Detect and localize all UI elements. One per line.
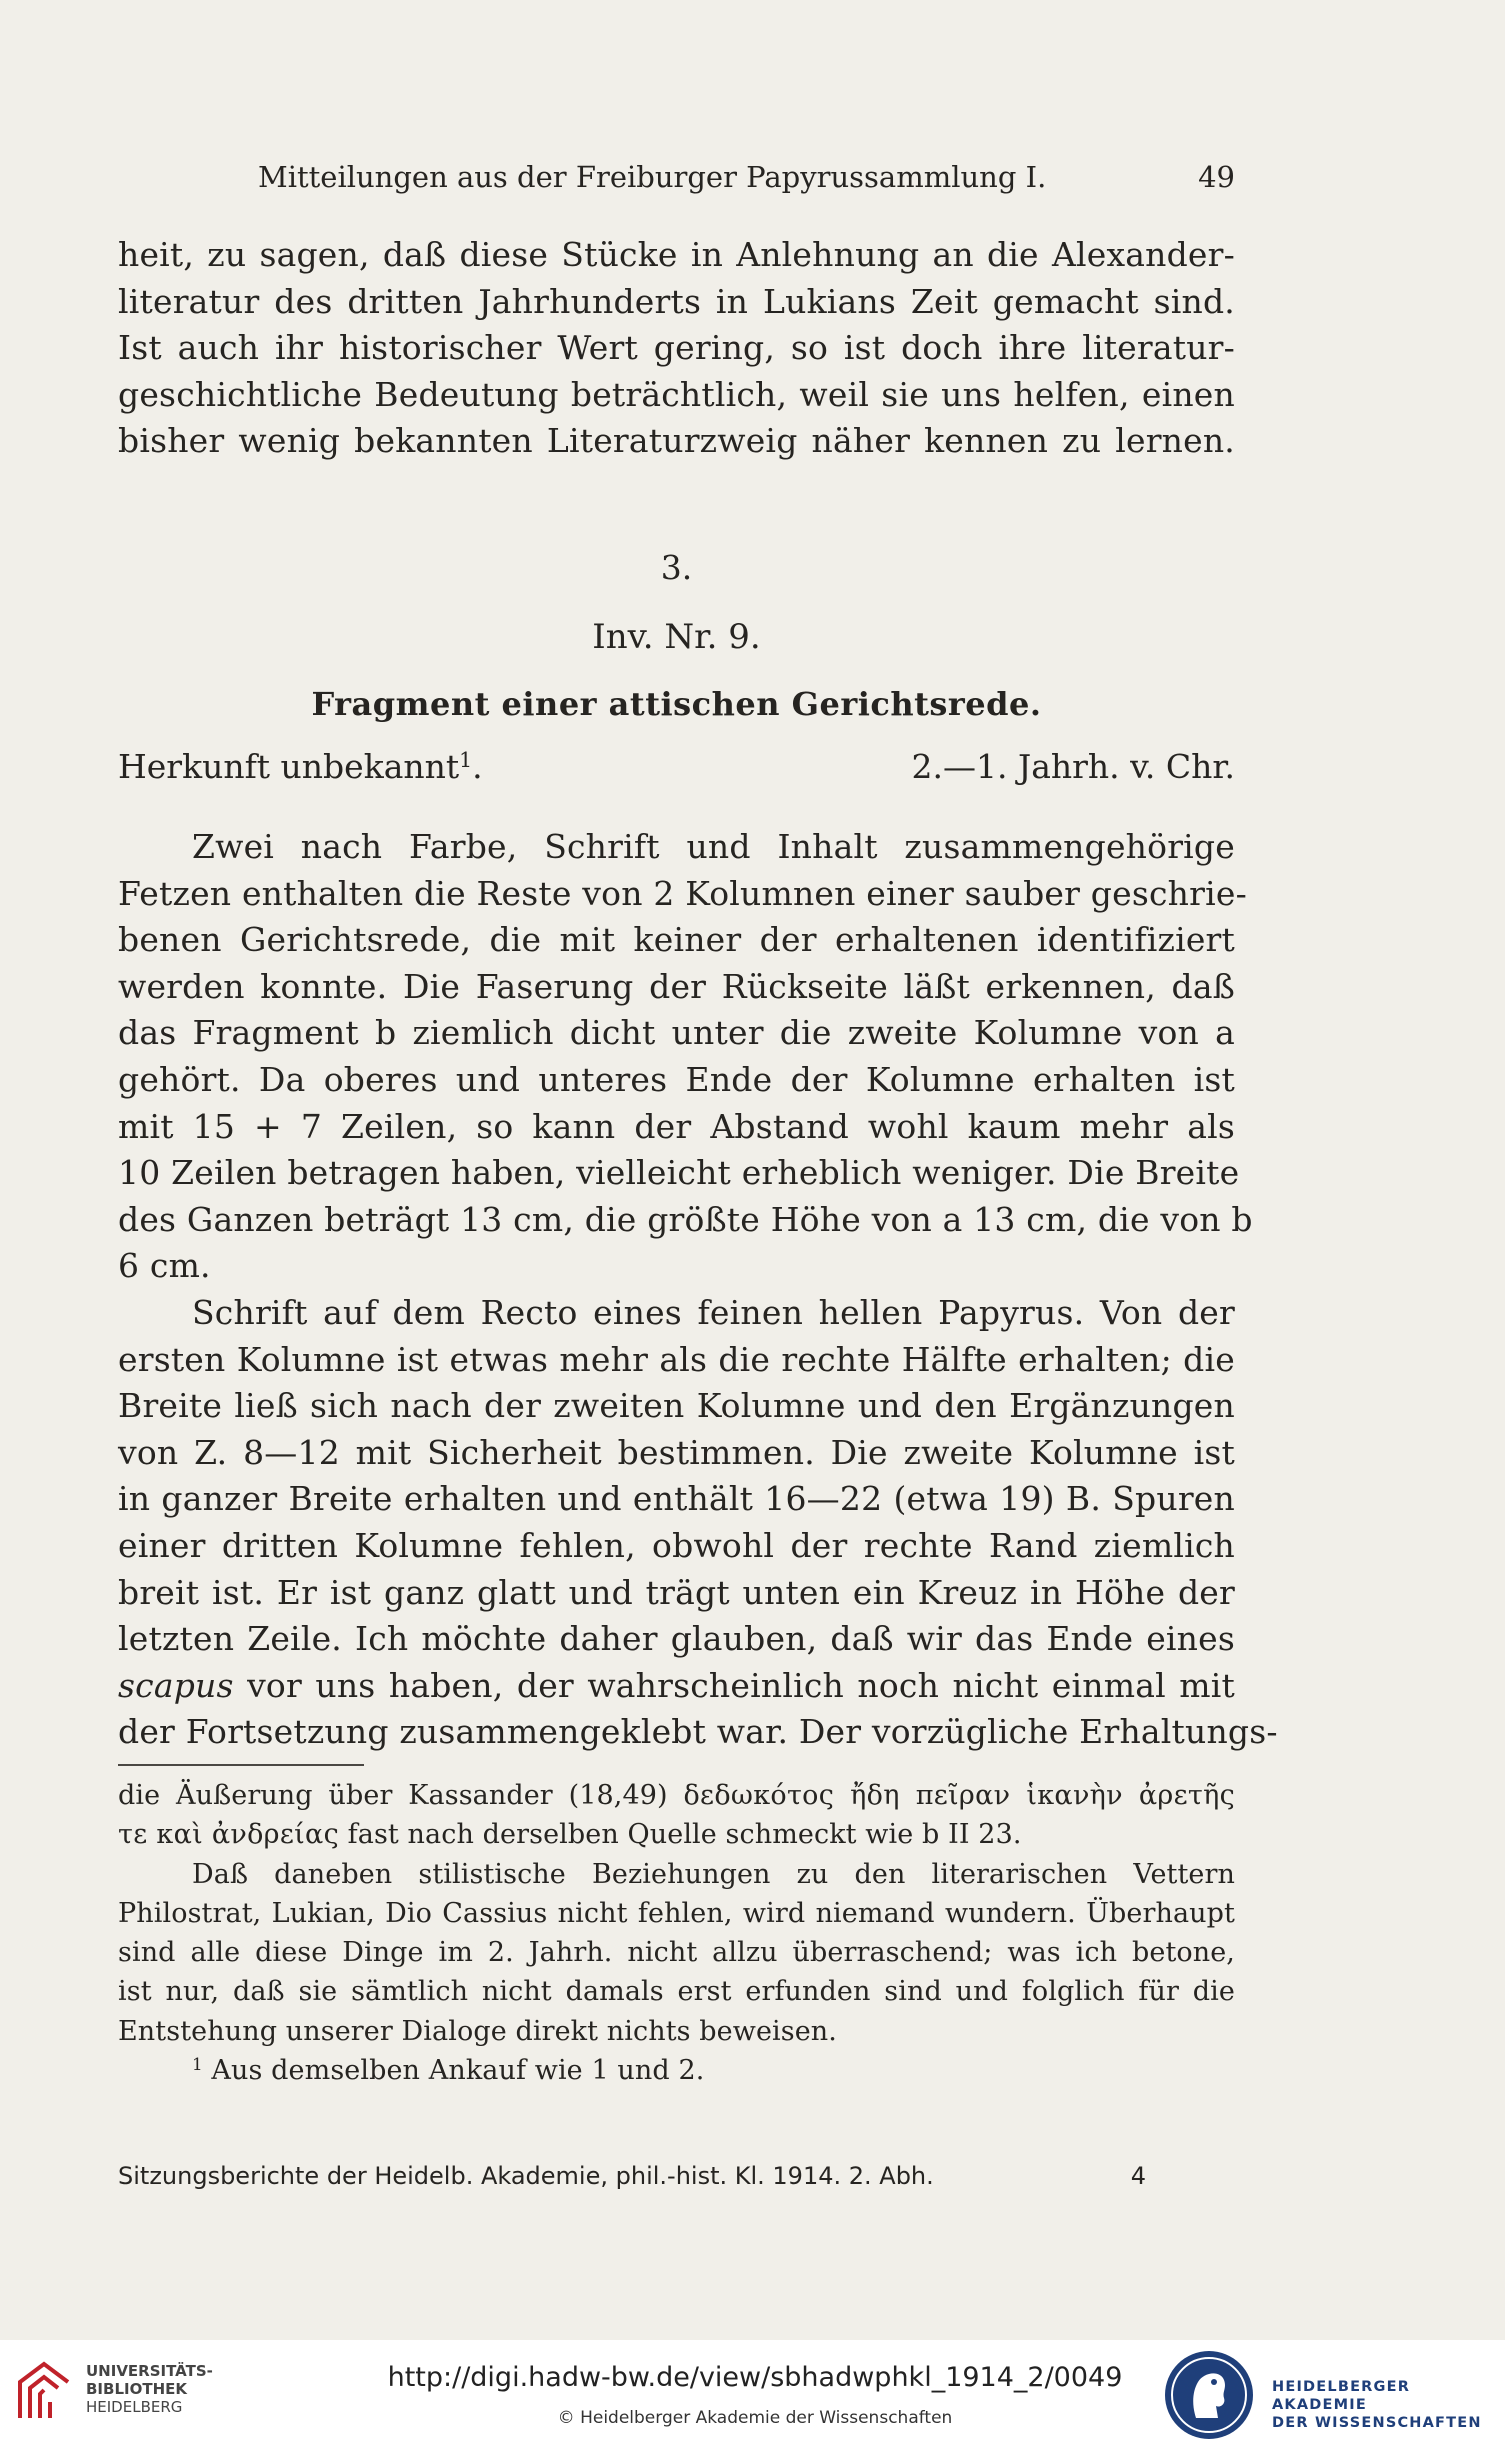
italic-term: scapus	[118, 1665, 234, 1705]
footnotes	[118, 1776, 1235, 2090]
text-line: literatur des dritten Jahrhunderts in Lukians Zeit gemacht sind.	[118, 281, 1235, 321]
library-logo-icon[interactable]	[14, 2356, 74, 2424]
footnote-line: Entstehung unserer Dialoge direkt nichts beweisen.	[118, 2015, 837, 2047]
footnote-line: sind alle diese Dinge im 2. Jahrh. nicht allzu überraschend; was ich betone,	[118, 1937, 1235, 1969]
text-line: einer dritten Kolumne fehlen, obwohl der rechte Rand ziemlich	[118, 1525, 1235, 1565]
text-line: letzten Zeile. Ich möchte daher glauben, daß wir das Ende eines	[118, 1619, 1235, 1659]
footnote-line: Daß daneben stilistische Beziehungen zu den literarischen Vettern	[192, 1858, 1235, 1890]
library-name-line: BIBLIOTHEK	[86, 2380, 187, 2398]
academy-name[interactable]	[1272, 2378, 1505, 2432]
text-span: die Äußerung über Kassander (18,49)	[118, 1780, 684, 1811]
permalink-url[interactable]: http://digi.hadw-bw.de/view/sbhadwphkl_1914_2/0049	[387, 2362, 1123, 2393]
text-line: das Fragment b ziemlich dicht unter die zweite Kolumne von a	[118, 1013, 1235, 1053]
sheet-number: 4	[1130, 2162, 1146, 2190]
paragraph-script	[118, 1290, 1278, 1756]
footnote-divider	[118, 1764, 364, 1766]
section-title: Fragment einer attischen Gerichtsrede.	[311, 685, 1042, 723]
text-line: bisher wenig bekannten Literaturzweig näher kennen zu lernen.	[118, 421, 1235, 461]
text-line: von Z. 8—12 mit Sicherheit bestimmen. Die zweite Kolumne ist	[118, 1432, 1235, 1472]
text-line: Schrift auf dem Recto eines feinen hellen Papyrus. Von der	[192, 1293, 1235, 1332]
section-number: 3.	[660, 548, 693, 587]
text-line: breit ist. Er ist ganz glatt und trägt unten ein Kreuz in Höhe der	[118, 1572, 1235, 1612]
academy-name-line: DER WISSENSCHAFTEN	[1272, 2415, 1482, 2431]
text-line: Fetzen enthalten die Reste von 2 Kolumnen einer sauber geschrie-	[118, 873, 1247, 913]
text-line: mit 15 + 7 Zeilen, so kann der Abstand wohl kaum mehr als	[118, 1106, 1235, 1146]
footnote-line	[118, 2051, 1235, 2090]
date-text: 2.—1. Jahrh. v. Chr.	[911, 747, 1235, 786]
footnote-line	[118, 1776, 1235, 1815]
academy-name-line: HEIDELBERGER AKADEMIE	[1272, 2379, 1411, 2413]
page-footer	[118, 2162, 1146, 2190]
provenance-text: Herkunft unbekannt	[118, 747, 460, 786]
text-span: fast nach derselben Quelle schmeckt wie b II 23.	[339, 1819, 1022, 1851]
text-line: geschichtliche Bedeutung beträchtlich, weil sie uns helfen, einen	[118, 374, 1235, 414]
text-line: ersten Kolumne ist etwas mehr als die rechte Hälfte erhalten; die	[118, 1339, 1235, 1379]
copyright-notice: © Heidelberger Akademie der Wissenschaften	[557, 2408, 953, 2428]
text-line: in ganzer Breite erhalten und enthält 16—22 (etwa 19) B. Spuren	[118, 1479, 1235, 1519]
academy-seal-icon[interactable]	[1162, 2348, 1256, 2442]
greek-text: δεδωκότος ἤδη πεῖραν ἱκανὴν ἀρετῆς	[683, 1780, 1235, 1811]
provenance-line: Herkunft unbekannt$^1$. 2.—1. Jahrh. v. Chr.	[118, 747, 1235, 786]
library-name-line: HEIDELBERG	[86, 2398, 183, 2416]
inventory-number: Inv. Nr. 9.	[592, 617, 761, 657]
page-number: 49	[1198, 160, 1235, 194]
intro-paragraph	[118, 232, 1235, 465]
text-span: vor uns haben, der wahrscheinlich noch nicht einmal mit	[233, 1665, 1235, 1705]
text-line: Ist auch ihr historischer Wert gering, so ist doch ihre literatur-	[118, 328, 1235, 368]
text-line: der Fortsetzung zusammengeklebt war. Der vorzügliche Erhaltungs-	[118, 1712, 1278, 1752]
text-line: Zwei nach Farbe, Schrift und Inhalt zusammengehörige	[192, 827, 1235, 866]
text-line: Breite ließ sich nach der zweiten Kolumne und den Ergänzungen	[118, 1386, 1235, 1426]
running-header-title: Mitteilungen aus der Freiburger Papyrussammlung I.	[258, 160, 1047, 194]
text-line: heit, zu sagen, daß diese Stücke in Anlehnung an die Alexander-	[118, 235, 1235, 274]
footnote-line	[118, 1815, 1235, 1854]
viewer-bar	[0, 2340, 1505, 2450]
text-line	[118, 1663, 1235, 1710]
text-line: gehört. Da oberes und unteres Ende der Kolumne erhalten ist	[118, 1059, 1235, 1099]
footer-citation: Sitzungsberichte der Heidelb. Akademie, phil.-hist. Kl. 1914. 2. Abh.	[118, 2162, 934, 2190]
library-name-line: UNIVERSITÄTS-	[86, 2362, 213, 2380]
text-line: 10 Zeilen betragen haben, vielleicht erheblich weniger. Die Breite	[118, 1153, 1240, 1193]
footnote-line: Philostrat, Lukian, Dio Cassius nicht fehlen, wird niemand wundern. Überhaupt	[118, 1897, 1235, 1929]
footnote-line: ist nur, daß sie sämtlich nicht damals erst erfunden sind und folglich für die	[118, 1976, 1235, 2008]
greek-text: τε καὶ ἀνδρείας	[118, 1819, 339, 1851]
text-line: benen Gerichtsrede, die mit keiner der erhaltenen identifiziert	[118, 920, 1235, 960]
library-name[interactable]	[86, 2362, 213, 2416]
text-span: Aus demselben Ankauf wie 1 und 2.	[202, 2055, 705, 2087]
text-line: 6 cm.	[118, 1246, 211, 1286]
paragraph-description	[118, 824, 1253, 1290]
text-line: des Ganzen beträgt 13 cm, die größte Höhe von a 13 cm, die von b	[118, 1199, 1253, 1239]
footnote-marker: 1	[192, 2053, 203, 2074]
text-line: werden konnte. Die Faserung der Rückseite läßt erkennen, daß	[118, 966, 1235, 1006]
footnote-marker: 1	[459, 747, 473, 772]
